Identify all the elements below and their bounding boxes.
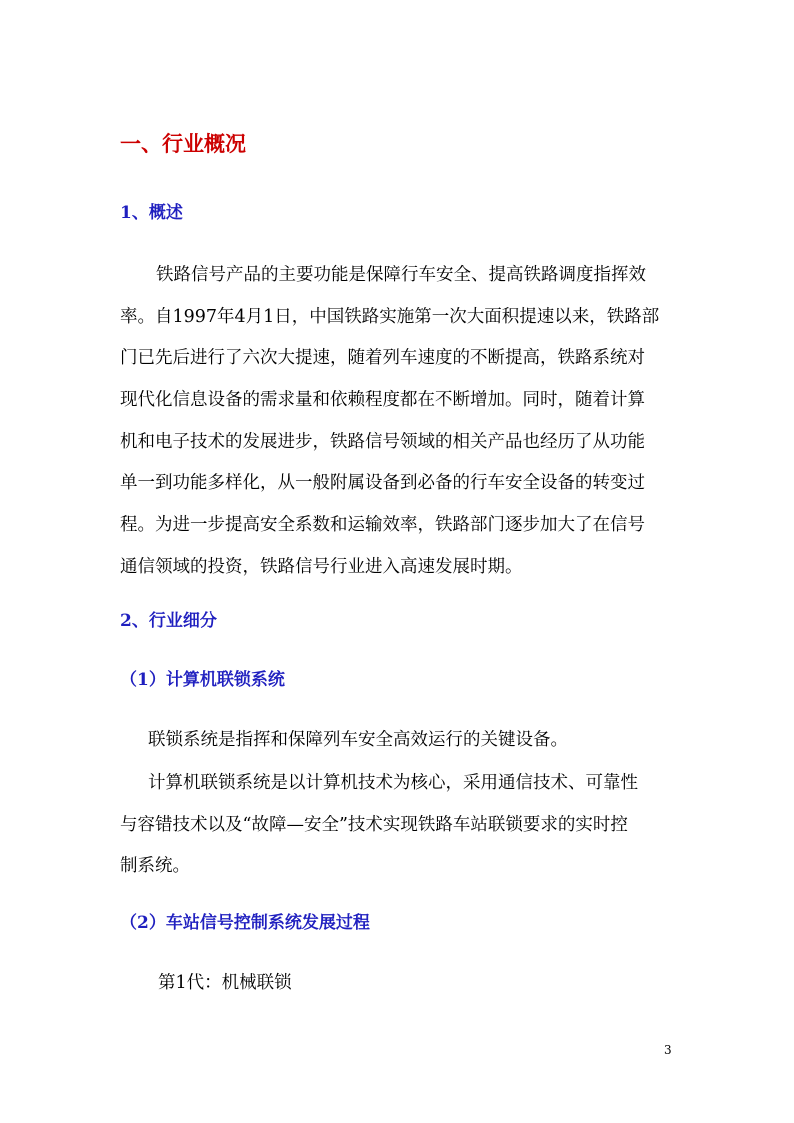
subsection-title-interlocking: （1）计算机联锁系统 — [120, 670, 285, 690]
section-title-segments: 2、行业细分 — [120, 611, 217, 631]
subsection-title-station-signal: （2）车站信号控制系统发展过程 — [120, 913, 370, 933]
paragraph-line: 率。自1997年4月1日，中国铁路实施第一次大面积提速以来，铁路部 — [120, 306, 660, 327]
paragraph-line: 程。为进一步提高安全系数和运输效率，铁路部门逐步加大了在信号 — [120, 515, 645, 536]
heading-industry-overview: 一、行业概况 — [120, 131, 246, 156]
paragraph-line: 与容错技术以及“故障—安全”技术实现铁路车站联锁要求的实时控 — [120, 814, 628, 835]
interlocking-paragraph — [120, 763, 680, 888]
paragraph-line: 通信领域的投资，铁路信号行业进入高速发展时期。 — [120, 556, 523, 577]
paragraph-line: 计算机联锁系统是以计算机技术为核心，采用通信技术、可靠性 — [148, 773, 638, 793]
paragraph-line: 现代化信息设备的需求量和依赖程度都在不断增加。同时，随着计算 — [120, 390, 645, 411]
section-title-overview: 1、概述 — [120, 203, 183, 223]
paragraph-line: 门已先后进行了六次大提速，随着列车速度的不断提高，铁路系统对 — [120, 348, 645, 369]
paragraph-line: 单一到功能多样化，从一般附属设备到必备的行车安全设备的转变过 — [120, 473, 645, 494]
interlocking-intro-line: 联锁系统是指挥和保障列车安全高效运行的关键设备。 — [148, 730, 568, 750]
page-number: 3 — [664, 1043, 672, 1057]
paragraph-line: 铁路信号产品的主要功能是保障行车安全、提高铁路调度指挥效 — [156, 265, 646, 285]
paragraph-line: 机和电子技术的发展进步，铁路信号领域的相关产品也经历了从功能 — [120, 431, 645, 452]
overview-paragraph — [120, 255, 680, 589]
paragraph-line: 制系统。 — [120, 856, 190, 877]
generation-line: 第1代：机械联锁 — [158, 973, 292, 993]
